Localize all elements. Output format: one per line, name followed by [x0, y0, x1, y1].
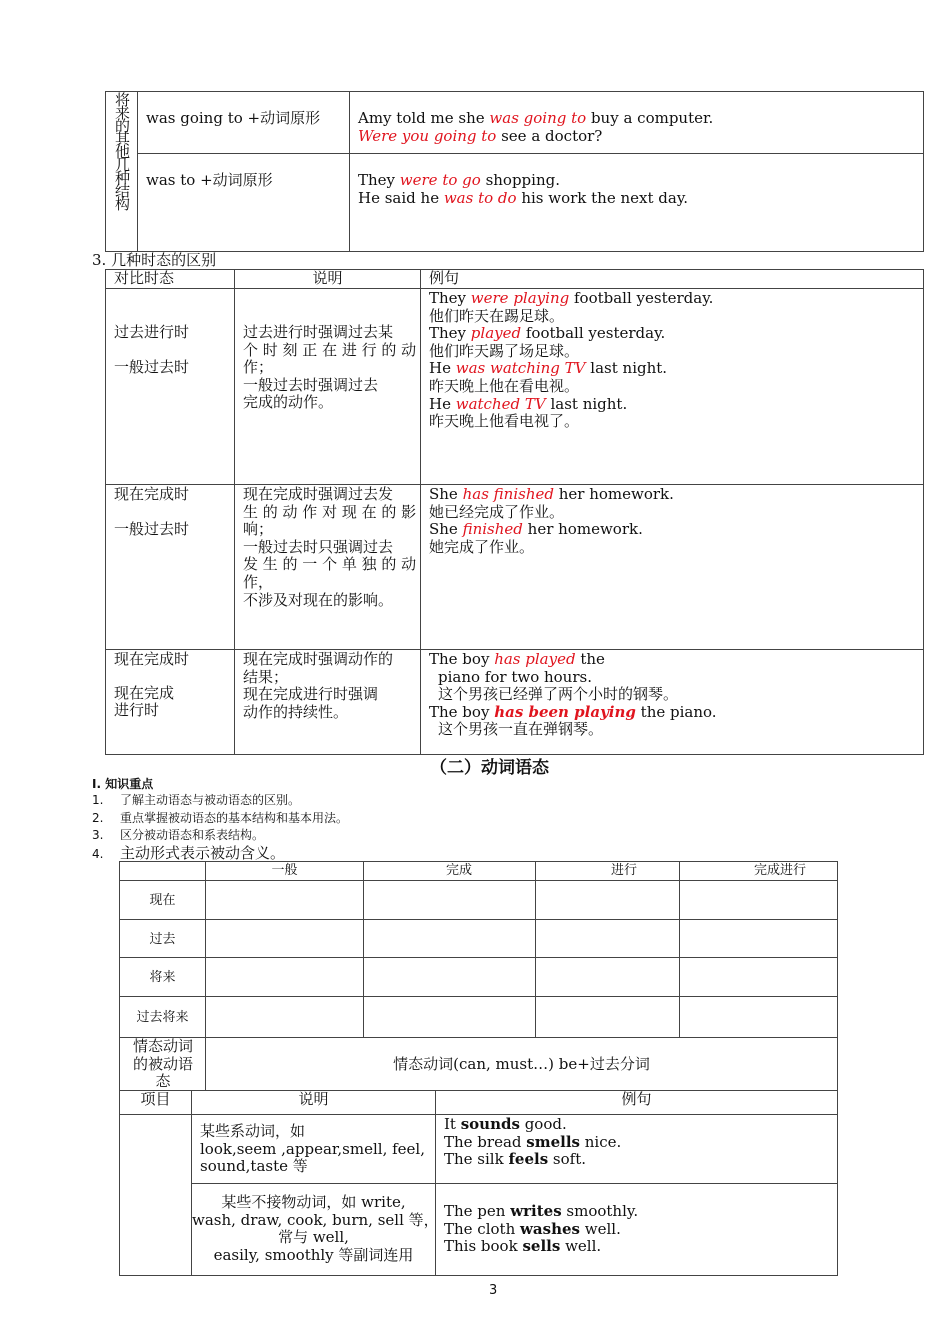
desc-line: 动作的持续性。 [243, 702, 349, 721]
desc-line: 完成的动作。 [243, 393, 334, 412]
side-label-cell [105, 91, 138, 252]
example-cell-r2 [420, 484, 924, 650]
tense-cell-2 [105, 484, 235, 650]
modal-text: 情态动词(can, must…) be+过去分词 [393, 1055, 650, 1073]
example-highlight: was watching TV [455, 359, 586, 378]
row-label: 过去 [149, 931, 176, 947]
knowledge-num: 4. [92, 846, 104, 861]
modal-text-cell [205, 1037, 838, 1091]
header-desc: 说明 [312, 269, 343, 287]
structure-cell-1 [137, 91, 350, 154]
desc-line: 生 的 动 作 对 现 在 的 影 [243, 502, 417, 521]
grid-cell [679, 957, 838, 997]
example-line: 他们昨天踢了场足球。 [429, 341, 580, 360]
intr-desc [192, 1193, 439, 1264]
grid-cell [363, 996, 536, 1038]
row-label-cell [119, 880, 206, 920]
side-label: 将来的其他几种结构 [113, 92, 131, 209]
grid-cell [535, 919, 680, 958]
grid-cell [679, 919, 838, 958]
example-line [444, 1238, 638, 1256]
header-item: 项目 [140, 1090, 171, 1108]
knowledge-num: 3. [92, 828, 104, 842]
desc-line: 发 生 的 一 个 单 独 的 动 [243, 555, 417, 574]
col-header: 完成进行 [754, 863, 807, 878]
grid-cell [205, 919, 364, 958]
structure-label: was going to +动词原形 [146, 109, 321, 127]
example-line [429, 325, 713, 343]
example-highlight: sells [522, 1237, 561, 1256]
desc-line: 常与 well, [278, 1228, 349, 1247]
intr-desc-cell [191, 1183, 439, 1276]
col-header: 完成 [446, 863, 473, 878]
desc-line: 作； [243, 358, 274, 377]
knowledge-text: 主动形式表示被动含义。 [120, 843, 286, 862]
desc-line: wash, draw, cook, burn, sell 等， [192, 1210, 439, 1229]
desc-cell-3 [234, 649, 421, 755]
desc-line: 某些不接物动词，如 write, [221, 1193, 406, 1211]
desc-line: 结果； [243, 667, 289, 686]
example-text: This book [444, 1237, 523, 1256]
example-text: last night. [585, 359, 668, 378]
example-line: 昨天晚上他在看电视。 [429, 376, 580, 395]
example-line [429, 360, 713, 378]
desc-line: 现在完成时强调动作的 [243, 650, 394, 668]
header-example: 例句 [429, 269, 460, 287]
example-text: well. [560, 1237, 602, 1256]
example-highlight: washes [520, 1219, 580, 1238]
grid-cell [535, 957, 680, 997]
grid-cell [205, 957, 364, 997]
knowledge-points-label: I. 知识重点 [92, 777, 154, 791]
tense-label: 进行时 [114, 701, 160, 719]
example-text: football yesterday. [521, 324, 666, 343]
example-lines: The boy has played the piano for two hours. 这个男孩已经弹了两个小时的钢琴。 The boy has been playing the piano. 这个男孩一直在弹钢琴。 [429, 650, 717, 739]
grid-cell [363, 919, 536, 958]
tense-label: 一般过去时 [114, 520, 190, 538]
desc-line: 过去进行时强调过去某 [243, 323, 394, 341]
row-label-cell [119, 996, 206, 1038]
row-label: 将来 [149, 970, 176, 985]
example-lines [429, 290, 713, 431]
knowledge-item [92, 792, 348, 810]
example-highlight: played [470, 324, 522, 343]
example-line [444, 1116, 621, 1134]
example-text: her homework. [522, 520, 643, 539]
knowledge-text: 重点掌握被动语态的基本结构和基本用法。 [120, 810, 349, 825]
tense-label: 过去进行时 [114, 323, 190, 341]
tense-label: 现在完成 [114, 684, 175, 702]
example-highlight: were playing [470, 289, 570, 307]
grid-cell [535, 996, 680, 1038]
example-line [444, 1203, 638, 1221]
desc-line: 响； [243, 520, 274, 539]
link-desc-cell [191, 1114, 436, 1184]
example-highlight: watched TV [455, 394, 546, 413]
header-example: 例句 [621, 1090, 652, 1108]
example-lines [429, 486, 674, 556]
grid-cell [205, 880, 364, 920]
desc-line: look,seem ,appear,smell, feel, [200, 1139, 425, 1158]
example-text: good. [519, 1115, 567, 1133]
example-text: The silk [444, 1150, 509, 1169]
tense-label: 现在完成时 [114, 650, 190, 668]
row-label-cell [119, 919, 206, 958]
knowledge-item [92, 827, 348, 845]
example-highlight: finished [462, 520, 523, 539]
knowledge-text: 了解主动语态与被动语态的区别。 [120, 793, 301, 807]
link-desc [200, 1123, 425, 1176]
example-line [429, 521, 674, 539]
example-line [429, 486, 674, 504]
tense-label: 现在完成时 [114, 485, 190, 503]
example-text: well. [579, 1219, 621, 1238]
example-cell-r3 [420, 649, 924, 755]
example-line [429, 396, 713, 414]
header-desc: 说明 [298, 1090, 329, 1108]
grid-cell [679, 880, 838, 920]
row-label: 现在 [149, 893, 176, 908]
example-highlight: smells [526, 1132, 580, 1151]
grid-cell [679, 996, 838, 1038]
grid-cell [535, 880, 680, 920]
example-line [444, 1221, 638, 1239]
example-highlight: writes [510, 1202, 562, 1220]
example-text: It [444, 1115, 461, 1133]
desc-line: 一般过去时只强调过去 [243, 537, 394, 556]
knowledge-num: 1. [92, 793, 104, 807]
desc-text [243, 651, 415, 721]
intr-examples [444, 1203, 638, 1256]
example-cell-2: They were to go shopping. He said he was to do his work the next day. [349, 153, 924, 252]
example-cell-r1 [420, 288, 924, 485]
row-label: 过去将来 [136, 1010, 189, 1025]
desc-line: sound,taste 等 [200, 1157, 308, 1176]
modal-label: 情态动词的被动语态 [132, 1037, 193, 1091]
structure-cell-2 [137, 153, 350, 252]
desc-line: 一般过去时强调过去 [243, 375, 379, 394]
example-text: They [429, 289, 471, 307]
example-text: soft. [548, 1150, 587, 1169]
example-line: 昨天晚上他看电视了。 [429, 412, 580, 431]
example-highlight: sounds [460, 1115, 520, 1133]
section-3-heading: 3. 几种时态的区别 [92, 251, 217, 269]
grid-cell [363, 957, 536, 997]
desc-line: 个 时 刻 正 在 进 行 的 动 [243, 340, 417, 359]
example-text: She [429, 485, 463, 503]
example-line [444, 1134, 621, 1152]
col-header: 进行 [611, 863, 638, 878]
desc-text [243, 324, 415, 412]
grid-cell [205, 996, 364, 1038]
col-header: 一般 [271, 863, 298, 878]
example-highlight: has finished [462, 485, 554, 503]
example-line: 她已经完成了作业。 [429, 502, 565, 521]
example-text: They [429, 324, 471, 343]
example-text: The pen [444, 1202, 511, 1220]
example-line: 她完成了作业。 [429, 537, 535, 556]
knowledge-item [92, 810, 348, 828]
desc-text [243, 486, 415, 609]
desc-line: 某些系动词，如 [200, 1122, 306, 1140]
example-cell-1: Amy told me she was going to buy a computer. Were you going to see a doctor? [349, 91, 924, 154]
knowledge-text: 区分被动语态和系表结构。 [120, 828, 265, 842]
tense-cell-3 [105, 649, 235, 755]
tense-cell-1 [105, 288, 235, 485]
desc-line: 作， [243, 572, 274, 591]
desc-line: easily, smoothly 等副词连用 [213, 1245, 414, 1264]
desc-line: 不涉及对现在的影响。 [243, 590, 394, 609]
example-text: nice. [579, 1132, 622, 1151]
example-text: last night. [545, 394, 628, 413]
intr-ex-cell [435, 1183, 838, 1276]
grid-cell [363, 880, 536, 920]
example-highlight: feels [508, 1150, 549, 1169]
link-ex-cell [435, 1114, 838, 1184]
example-text: The cloth [444, 1219, 520, 1238]
example-line [444, 1151, 621, 1169]
voice-title: （二）动词语态 [430, 758, 549, 778]
link-examples [444, 1116, 621, 1169]
example-line: 他们昨天在踢足球。 [429, 306, 565, 325]
example-text: smoothly. [561, 1202, 639, 1220]
example-text: He [429, 359, 456, 378]
tense-label: 一般过去时 [114, 358, 190, 376]
page-number: 3 [489, 1283, 498, 1298]
structure-label: was to +动词原形 [146, 171, 273, 189]
example-text: her homework. [553, 485, 674, 503]
example-text: The bread [444, 1132, 527, 1151]
desc-cell-1 [234, 288, 421, 485]
knowledge-num: 2. [92, 810, 104, 825]
example-line [429, 290, 713, 308]
example-text: He [429, 394, 456, 413]
item-cell [119, 1114, 192, 1276]
desc-line: 现在完成进行时强调 [243, 685, 379, 704]
row-label-cell [119, 957, 206, 997]
example-text: football yesterday. [569, 289, 714, 307]
example-text: She [429, 520, 463, 539]
desc-line: 现在完成时强调过去发 [243, 485, 394, 503]
header-tense: 对比时态 [114, 269, 175, 287]
modal-label-cell [119, 1037, 206, 1091]
desc-cell-2 [234, 484, 421, 650]
